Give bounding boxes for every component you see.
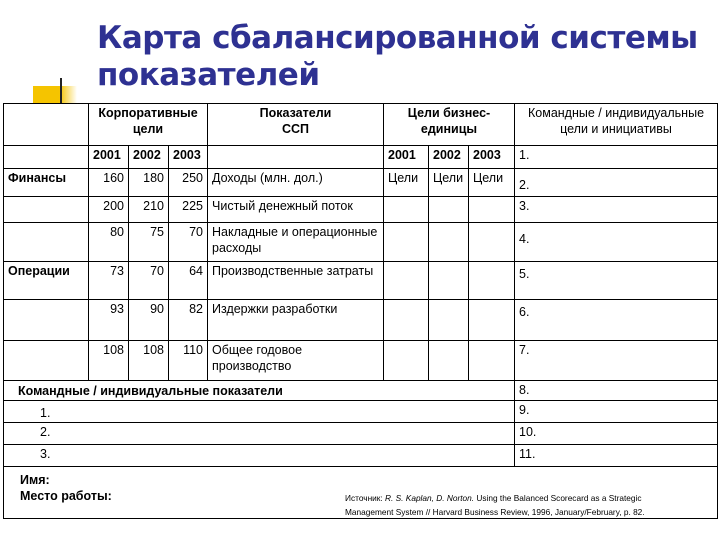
category-cell — [4, 341, 89, 381]
title-line-1: Карта сбалансированной системы — [97, 20, 698, 56]
unit-goal-cell — [469, 262, 515, 300]
value-cell: 75 — [129, 223, 169, 262]
team-indicator-cell: 1. — [4, 401, 515, 423]
team-cell: 6. — [515, 300, 718, 341]
value-cell: 70 — [169, 223, 208, 262]
year-cell: 2001 — [89, 146, 129, 169]
source-prefix: Источник: — [345, 493, 383, 503]
header-corporate: Корпоративные цели — [89, 104, 208, 146]
team-cell: 1. — [515, 146, 718, 169]
unit-year-cell: 2003 — [469, 146, 515, 169]
value-cell: 250 — [169, 169, 208, 197]
unit-goal-cell: Цели — [469, 169, 515, 197]
empty-cell — [4, 146, 89, 169]
value-cell: 210 — [129, 197, 169, 223]
value-cell: 90 — [129, 300, 169, 341]
page-title — [97, 20, 698, 94]
metric-cell: Чистый денежный поток — [208, 197, 384, 223]
logo-square-icon — [33, 86, 77, 104]
unit-goal-cell — [384, 300, 429, 341]
unit-goal-cell — [469, 223, 515, 262]
table-row — [4, 223, 718, 262]
year-cell: 2002 — [129, 146, 169, 169]
table-row — [4, 262, 718, 300]
logo-bar-icon — [60, 78, 62, 104]
unit-goal-cell — [429, 223, 469, 262]
value-cell: 93 — [89, 300, 129, 341]
unit-goal-cell — [429, 300, 469, 341]
value-cell: 225 — [169, 197, 208, 223]
unit-goal-cell — [384, 223, 429, 262]
category-cell — [4, 197, 89, 223]
metric-cell: Издержки разработки — [208, 300, 384, 341]
category-cell: Операции — [4, 262, 89, 300]
unit-year-cell: 2002 — [429, 146, 469, 169]
bottom-row — [4, 423, 718, 445]
bottom-row — [4, 401, 718, 423]
unit-year-cell: 2001 — [384, 146, 429, 169]
value-cell: 200 — [89, 197, 129, 223]
unit-goal-cell — [429, 341, 469, 381]
year-cell: 2003 — [169, 146, 208, 169]
team-cell: 7. — [515, 341, 718, 381]
team-cell: 2. — [515, 169, 718, 197]
header-team: Командные / индивидуальные цели и инициативы — [515, 104, 718, 146]
team-cell: 5. — [515, 262, 718, 300]
value-cell: 80 — [89, 223, 129, 262]
table-row — [4, 341, 718, 381]
team-cell: 9. — [515, 401, 718, 423]
name-label: Имя: — [20, 473, 50, 487]
title-line-2: показателей — [97, 57, 320, 93]
unit-goal-cell — [429, 262, 469, 300]
category-cell: Финансы — [4, 169, 89, 197]
source-citation — [345, 491, 645, 519]
empty-cell — [4, 104, 89, 146]
team-cell: 4. — [515, 223, 718, 262]
unit-goal-cell — [384, 341, 429, 381]
unit-goal-cell: Цели — [429, 169, 469, 197]
header-row — [4, 104, 718, 146]
empty-cell — [208, 146, 384, 169]
source-title: Using the Balanced Scorecard as a Strategic — [476, 493, 642, 503]
unit-goal-cell — [384, 262, 429, 300]
value-cell: 70 — [129, 262, 169, 300]
bottom-row — [4, 445, 718, 467]
table-row — [4, 197, 718, 223]
unit-goal-cell — [469, 197, 515, 223]
workplace-label: Место работы: — [20, 489, 112, 503]
metric-cell: Доходы (млн. дол.) — [208, 169, 384, 197]
team-indicator-cell: 2. — [4, 423, 515, 445]
table-row — [4, 300, 718, 341]
header-unit: Цели бизнес-единицы — [384, 104, 515, 146]
table-row — [4, 169, 718, 197]
category-cell — [4, 223, 89, 262]
value-cell: 108 — [129, 341, 169, 381]
team-indicator-cell: 3. — [4, 445, 515, 467]
value-cell: 82 — [169, 300, 208, 341]
team-indicators-heading: Командные / индивидуальные показатели — [4, 381, 515, 401]
team-indicators-row — [4, 381, 718, 401]
value-cell: 180 — [129, 169, 169, 197]
years-row — [4, 146, 718, 169]
header-bsc: Показатели ССП — [208, 104, 384, 146]
team-cell: 8. — [515, 381, 718, 401]
scorecard-table — [3, 103, 718, 519]
category-cell — [4, 300, 89, 341]
value-cell: 64 — [169, 262, 208, 300]
value-cell: 108 — [89, 341, 129, 381]
team-cell: 11. — [515, 445, 718, 467]
source-line-2: Management System // Harvard Business Review, 1996, January/February, p. 82. — [345, 507, 645, 517]
unit-goal-cell — [469, 300, 515, 341]
unit-goal-cell: Цели — [384, 169, 429, 197]
value-cell: 73 — [89, 262, 129, 300]
team-cell: 3. — [515, 197, 718, 223]
unit-goal-cell — [429, 197, 469, 223]
unit-goal-cell — [384, 197, 429, 223]
value-cell: 160 — [89, 169, 129, 197]
metric-cell: Общее годовое производство — [208, 341, 384, 381]
metric-cell: Накладные и операционные расходы — [208, 223, 384, 262]
value-cell: 110 — [169, 341, 208, 381]
team-cell: 10. — [515, 423, 718, 445]
metric-cell: Производственные затраты — [208, 262, 384, 300]
unit-goal-cell — [469, 341, 515, 381]
source-authors: R. S. Kaplan, D. Norton. — [385, 493, 475, 503]
